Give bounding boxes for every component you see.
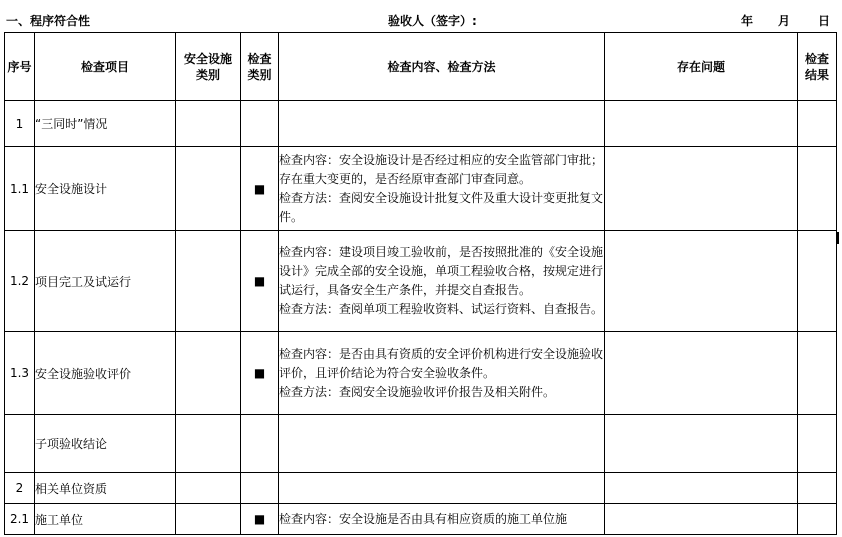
row-item: 安全设施验收评价 (35, 332, 176, 415)
row-facility-type-cell[interactable] (176, 231, 241, 332)
section-title: 一、程序符合性 (6, 14, 91, 28)
row-issues-cell[interactable] (605, 473, 798, 504)
table-row (5, 332, 837, 415)
row-result-cell[interactable] (798, 231, 837, 332)
check-type-mark (241, 415, 279, 473)
table-row (5, 101, 837, 147)
col-item: 检查项目 (35, 33, 176, 101)
content-line: 检查方法：查阅单项工程验收资料、试运行资料、自查报告。 (279, 302, 604, 316)
row-item: 施工单位 (35, 504, 176, 535)
row-issues-cell[interactable] (605, 332, 798, 415)
row-content-method (279, 504, 605, 535)
row-seq: 2.1 (5, 504, 35, 535)
row-facility-type-cell[interactable] (176, 504, 241, 535)
col-facility-type: 安全设施类别 (176, 33, 241, 101)
content-line: 检查内容：安全设施是否由具有相应资质的施工单位施 (279, 511, 568, 526)
day-label: 日 (818, 14, 831, 28)
content-line: 检查方法：查阅安全设施设计批复文件及重大设计变更批复文件。 (279, 190, 604, 224)
row-content-method (279, 473, 605, 504)
row-content-method (279, 101, 605, 147)
check-type-mark (241, 473, 279, 504)
row-content-method (279, 231, 605, 332)
row-seq: 2 (5, 473, 35, 504)
check-type-mark: ■ (241, 504, 279, 535)
row-seq: 1.1 (5, 147, 35, 231)
row-result-cell[interactable] (798, 473, 837, 504)
row-seq: 1.3 (5, 332, 35, 415)
row-result-cell[interactable] (798, 504, 837, 535)
month-label: 月 (778, 14, 791, 28)
edge-marker (836, 232, 839, 244)
col-check-type: 检查类别 (241, 33, 279, 101)
row-facility-type-cell[interactable] (176, 147, 241, 231)
table-row (5, 231, 837, 332)
row-facility-type-cell[interactable] (176, 415, 241, 473)
table-row (5, 473, 837, 504)
table-row (5, 147, 837, 231)
content-line: 检查方法：查阅安全设施验收评价报告及相关附件。 (279, 384, 556, 399)
col-result: 检查结果 (798, 33, 837, 101)
check-type-mark: ■ (241, 231, 279, 332)
table-row (5, 504, 837, 535)
row-item: “三同时”情况 (35, 101, 176, 147)
row-result-cell[interactable] (798, 332, 837, 415)
row-issues-cell[interactable] (605, 147, 798, 231)
row-content-method (279, 147, 605, 231)
content-line: 检查内容：是否由具有资质的安全评价机构进行安全设施验收评价，且评价结论为符合安全验收条件。 (279, 346, 604, 380)
row-item: 子项验收结论 (35, 415, 176, 473)
row-facility-type-cell[interactable] (176, 101, 241, 147)
row-result-cell[interactable] (798, 415, 837, 473)
header-row (5, 33, 837, 101)
row-issues-cell[interactable] (605, 504, 798, 535)
row-item: 相关单位资质 (35, 473, 176, 504)
year-label: 年 (741, 14, 754, 28)
content-line: 检查内容：建设项目竣工验收前，是否按照批准的《安全设施设计》完成全部的安全设施，单项工程验收合格，按规定进行试运行，具备安全生产条件，并提交自查报告。 (279, 245, 604, 297)
row-facility-type-cell[interactable] (176, 473, 241, 504)
content-line: 检查内容：安全设施设计是否经过相应的安全监管部门审批；存在重大变更的，是否经原审查部门审查同意。 (279, 152, 604, 186)
col-issues: 存在问题 (605, 33, 798, 101)
check-type-mark (241, 101, 279, 147)
row-issues-cell[interactable] (605, 101, 798, 147)
row-issues-cell[interactable] (605, 231, 798, 332)
col-seq: 序号 (5, 33, 35, 101)
inspection-table (4, 32, 837, 535)
check-type-mark: ■ (241, 332, 279, 415)
row-seq: 1 (5, 101, 35, 147)
row-content-method (279, 332, 605, 415)
col-content-method: 检查内容、检查方法 (279, 33, 605, 101)
row-seq: 1.2 (5, 231, 35, 332)
row-item: 项目完工及试运行 (35, 231, 176, 332)
row-item: 安全设施设计 (35, 147, 176, 231)
table-row (5, 415, 837, 473)
row-content-method (279, 415, 605, 473)
check-type-mark: ■ (241, 147, 279, 231)
row-issues-cell[interactable] (605, 415, 798, 473)
signer-label: 验收人（签字）: (388, 14, 477, 28)
row-facility-type-cell[interactable] (176, 332, 241, 415)
row-seq (5, 415, 35, 473)
row-result-cell[interactable] (798, 101, 837, 147)
sheet-header (0, 0, 842, 32)
row-result-cell[interactable] (798, 147, 837, 231)
